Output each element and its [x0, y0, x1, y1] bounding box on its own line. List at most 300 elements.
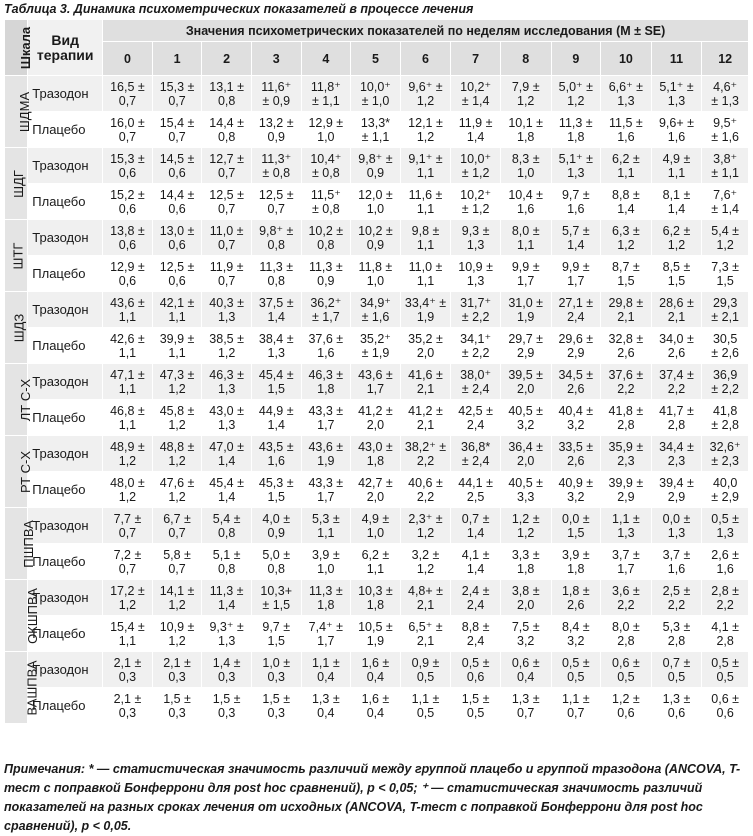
value-cell: 8,1 ± 1,4 [651, 184, 702, 220]
value-cell: 45,8 ± 1,2 [152, 400, 202, 436]
value-cell: 1,5 ± 0,3 [202, 688, 252, 724]
value-cell: 11,5 ± 1,6 [601, 112, 652, 148]
value-cell: 43,5 ± 1,6 [251, 436, 301, 472]
value-cell: 10,0⁺ ± 1,0 [351, 76, 401, 112]
value-cell: 46,3 ± 1,3 [202, 364, 252, 400]
value-cell: 6,5⁺ ± 2,1 [400, 616, 451, 652]
value-cell: 7,6⁺ ± 1,4 [702, 184, 749, 220]
value-cell: 10,4⁺ ± 0,8 [301, 148, 351, 184]
value-cell: 16,5 ± 0,7 [103, 76, 153, 112]
value-cell: 40,4 ± 3,2 [551, 400, 601, 436]
week-header: 1 [152, 42, 202, 76]
therapy-label: Тразодон [28, 76, 103, 112]
value-cell: 47,3 ± 1,2 [152, 364, 202, 400]
value-cell: 1,1 ± 0,7 [551, 688, 601, 724]
value-cell: 35,2⁺ ± 1,9 [351, 328, 401, 364]
value-cell: 45,4 ± 1,5 [251, 364, 301, 400]
therapy-label: Тразодон [28, 220, 103, 256]
value-cell: 5,1⁺ ± 1,3 [551, 148, 601, 184]
therapy-label: Тразодон [28, 364, 103, 400]
value-cell: 4,1 ± 1,4 [451, 544, 501, 580]
value-cell: 5,1 ± 0,8 [202, 544, 252, 580]
value-cell: 11,8 ± 1,0 [351, 256, 401, 292]
value-cell: 4,9 ± 1,0 [351, 508, 401, 544]
value-cell: 29,3 ± 2,1 [702, 292, 749, 328]
value-cell: 0,5 ± 0,6 [451, 652, 501, 688]
week-header: 4 [301, 42, 351, 76]
value-cell: 2,1 ± 0,3 [103, 652, 153, 688]
week-header: 12 [702, 42, 749, 76]
therapy-label: Тразодон [28, 148, 103, 184]
value-cell: 8,0 ± 2,8 [601, 616, 652, 652]
value-cell: 13,3* ± 1,1 [351, 112, 401, 148]
table-row [5, 256, 749, 292]
therapy-label: Тразодон [28, 652, 103, 688]
value-cell: 1,8 ± 2,6 [551, 580, 601, 616]
value-cell: 47,1 ± 1,1 [103, 364, 153, 400]
value-cell: 15,2 ± 0,6 [103, 184, 153, 220]
value-cell: 42,1 ± 1,1 [152, 292, 202, 328]
value-cell: 41,2 ± 2,1 [400, 400, 451, 436]
value-cell: 12,9 ± 0,6 [103, 256, 153, 292]
value-cell: 11,3 ± 1,8 [551, 112, 601, 148]
value-cell: 12,1 ± 1,2 [400, 112, 451, 148]
value-cell: 1,3 ± 0,6 [651, 688, 702, 724]
value-cell: 4,8+ ± 2,1 [400, 580, 451, 616]
table-row [5, 508, 749, 544]
table-row [5, 436, 749, 472]
value-cell: 11,0 ± 0,7 [202, 220, 252, 256]
value-cell: 1,2 ± 0,6 [601, 688, 652, 724]
table-notes: Примечания: * — статистическая значимость различий между группой плацебо и группой тразодона (ANCOVA, T-тест с поправкой Бонферрони для post hoc сравнений), p < 0,05; ⁺ — статистическая значимость различий показателей на разных сроках лечения от исходных (ANCOVA, T-тест с поправкой Бонферрони для post hoc сравнений), p < 0,05. [4, 762, 741, 833]
value-cell: 6,2 ± 1,1 [351, 544, 401, 580]
therapy-label: Плацебо [28, 256, 103, 292]
value-cell: 3,6 ± 2,2 [601, 580, 652, 616]
value-cell: 11,5⁺ ± 0,8 [301, 184, 351, 220]
value-cell: 2,4 ± 2,4 [451, 580, 501, 616]
value-cell: 43,3 ± 1,7 [301, 472, 351, 508]
value-cell: 1,1 ± 0,5 [400, 688, 451, 724]
value-cell: 29,6 ± 2,9 [551, 328, 601, 364]
value-cell: 17,2 ± 1,2 [103, 580, 153, 616]
value-cell: 13,2 ± 0,9 [251, 112, 301, 148]
value-cell: 7,9 ± 1,2 [500, 76, 551, 112]
week-header: 11 [651, 42, 702, 76]
value-cell: 10,2⁺ ± 1,4 [451, 76, 501, 112]
value-cell: 43,6 ± 1,9 [301, 436, 351, 472]
value-cell: 10,2 ± 0,9 [351, 220, 401, 256]
value-cell: 13,8 ± 0,6 [103, 220, 153, 256]
value-cell: 37,6 ± 2,2 [601, 364, 652, 400]
value-cell: 35,2 ± 2,0 [400, 328, 451, 364]
value-cell: 11,6⁺ ± 0,9 [251, 76, 301, 112]
week-header: 10 [601, 42, 652, 76]
value-cell: 1,6 ± 0,4 [351, 688, 401, 724]
value-cell: 10,5 ± 1,9 [351, 616, 401, 652]
value-cell: 39,5 ± 2,0 [500, 364, 551, 400]
scale-label: ЛТ С-Х [5, 364, 28, 436]
value-cell: 9,3⁺ ± 1,3 [202, 616, 252, 652]
table-row [5, 688, 749, 724]
value-cell: 29,8 ± 2,1 [601, 292, 652, 328]
scale-label: ПШПВА [5, 508, 28, 580]
value-cell: 36,2⁺ ± 1,7 [301, 292, 351, 328]
value-cell: 41,2 ± 2,0 [351, 400, 401, 436]
week-header: 5 [351, 42, 401, 76]
value-cell: 11,9 ± 1,4 [451, 112, 501, 148]
value-cell: 9,9 ± 1,7 [500, 256, 551, 292]
value-cell: 41,6 ± 2,1 [400, 364, 451, 400]
therapy-label: Плацебо [28, 328, 103, 364]
table-caption: Таблица 3. Динамика психометрических показателей в процессе лечения [4, 2, 474, 16]
value-cell: 10,3 ± 1,8 [351, 580, 401, 616]
table-row [5, 364, 749, 400]
value-cell: 43,3 ± 1,7 [301, 400, 351, 436]
value-cell: 37,5 ± 1,4 [251, 292, 301, 328]
table-row [5, 148, 749, 184]
value-cell: 2,1 ± 0,3 [152, 652, 202, 688]
value-cell: 47,6 ± 1,2 [152, 472, 202, 508]
value-cell: 38,4 ± 1,3 [251, 328, 301, 364]
value-cell: 14,5 ± 0,6 [152, 148, 202, 184]
value-cell: 2,8 ± 2,2 [702, 580, 749, 616]
table-row [5, 292, 749, 328]
value-cell: 14,4 ± 0,6 [152, 184, 202, 220]
value-cell: 1,1 ± 1,3 [601, 508, 652, 544]
table-row [5, 472, 749, 508]
value-cell: 9,3 ± 1,3 [451, 220, 501, 256]
value-cell: 8,8 ± 1,4 [601, 184, 652, 220]
value-cell: 6,2 ± 1,2 [651, 220, 702, 256]
value-cell: 10,0⁺ ± 1,2 [451, 148, 501, 184]
value-cell: 15,4 ± 0,7 [152, 112, 202, 148]
value-cell: 12,7 ± 0,7 [202, 148, 252, 184]
value-cell: 33,4⁺ ± 1,9 [400, 292, 451, 328]
value-cell: 6,7 ± 0,7 [152, 508, 202, 544]
value-cell: 10,4 ± 1,6 [500, 184, 551, 220]
value-cell: 11,0 ± 1,1 [400, 256, 451, 292]
value-cell: 5,3 ± 1,1 [301, 508, 351, 544]
value-cell: 13,1 ± 0,8 [202, 76, 252, 112]
value-cell: 5,0⁺ ± 1,2 [551, 76, 601, 112]
value-cell: 7,4⁺ ± 1,7 [301, 616, 351, 652]
value-cell: 0,9 ± 0,5 [400, 652, 451, 688]
value-cell: 42,6 ± 1,1 [103, 328, 153, 364]
value-cell: 0,7 ± 0,5 [651, 652, 702, 688]
value-cell: 3,8⁺ ± 1,1 [702, 148, 749, 184]
value-cell: 15,3 ± 0,6 [103, 148, 153, 184]
value-cell: 40,3 ± 1,3 [202, 292, 252, 328]
value-cell: 41,8 ± 2,8 [601, 400, 652, 436]
table-row [5, 616, 749, 652]
value-cell: 31,7⁺ ± 2,2 [451, 292, 501, 328]
table-row [5, 328, 749, 364]
value-cell: 0,6 ± 0,6 [702, 688, 749, 724]
value-cell: 45,4 ± 1,4 [202, 472, 252, 508]
value-cell: 9,9 ± 1,7 [551, 256, 601, 292]
value-cell: 5,1⁺ ± 1,3 [651, 76, 702, 112]
week-header: 0 [103, 42, 153, 76]
value-cell: 8,8 ± 2,4 [451, 616, 501, 652]
therapy-label: Плацебо [28, 688, 103, 724]
value-cell: 36,8* ± 2,4 [451, 436, 501, 472]
value-cell: 34,9⁺ ± 1,6 [351, 292, 401, 328]
value-cell: 1,3 ± 0,4 [301, 688, 351, 724]
table-row [5, 184, 749, 220]
value-cell: 38,5 ± 1,2 [202, 328, 252, 364]
value-cell: 0,6 ± 0,5 [601, 652, 652, 688]
table-row [5, 220, 749, 256]
value-cell: 36,9 ± 2,2 [702, 364, 749, 400]
value-cell: 12,5 ± 0,7 [251, 184, 301, 220]
week-header: 2 [202, 42, 252, 76]
value-cell: 4,0 ± 0,9 [251, 508, 301, 544]
week-header: 3 [251, 42, 301, 76]
weeks-header-row [5, 42, 749, 76]
value-cell: 9,6+ ± 1,6 [651, 112, 702, 148]
value-cell: 0,5 ± 0,5 [702, 652, 749, 688]
value-cell: 34,0 ± 2,6 [651, 328, 702, 364]
value-cell: 30,5 ± 2,6 [702, 328, 749, 364]
value-cell: 34,5 ± 2,6 [551, 364, 601, 400]
week-header: 9 [551, 42, 601, 76]
value-cell: 43,6 ± 1,1 [103, 292, 153, 328]
table-row [5, 544, 749, 580]
value-cell: 10,2 ± 0,8 [301, 220, 351, 256]
value-cell: 28,6 ± 2,1 [651, 292, 702, 328]
value-cell: 39,9 ± 2,9 [601, 472, 652, 508]
value-cell: 48,8 ± 1,2 [152, 436, 202, 472]
therapy-label: Плацебо [28, 400, 103, 436]
value-cell: 11,9 ± 0,7 [202, 256, 252, 292]
value-cell: 10,2⁺ ± 1,2 [451, 184, 501, 220]
scale-label: ШДМА [5, 76, 28, 148]
value-cell: 2,5 ± 2,2 [651, 580, 702, 616]
value-cell: 27,1 ± 2,4 [551, 292, 601, 328]
value-cell: 1,5 ± 0,3 [251, 688, 301, 724]
value-cell: 10,9 ± 1,2 [152, 616, 202, 652]
weeks-span-header: Значения психометрических показателей по неделям исследования (M ± SE) [103, 20, 749, 42]
value-cell: 9,8⁺ ± 0,8 [251, 220, 301, 256]
value-cell: 37,6 ± 1,6 [301, 328, 351, 364]
value-cell: 0,5 ± 0,5 [551, 652, 601, 688]
value-cell: 39,4 ± 2,9 [651, 472, 702, 508]
value-cell: 8,0 ± 1,1 [500, 220, 551, 256]
value-cell: 43,6 ± 1,7 [351, 364, 401, 400]
value-cell: 2,3⁺ ± 1,2 [400, 508, 451, 544]
scale-label: ВАШПВА [5, 652, 28, 724]
value-cell: 1,4 ± 0,3 [202, 652, 252, 688]
value-cell: 3,9 ± 1,0 [301, 544, 351, 580]
therapy-label: Тразодон [28, 436, 103, 472]
value-cell: 37,4 ± 2,2 [651, 364, 702, 400]
value-cell: 16,0 ± 0,7 [103, 112, 153, 148]
value-cell: 13,0 ± 0,6 [152, 220, 202, 256]
value-cell: 3,9 ± 1,8 [551, 544, 601, 580]
table-row [5, 652, 749, 688]
value-cell: 34,1⁺ ± 2,2 [451, 328, 501, 364]
psychometric-table [4, 19, 749, 724]
value-cell: 14,1 ± 1,2 [152, 580, 202, 616]
value-cell: 46,8 ± 1,1 [103, 400, 153, 436]
scale-label: РТ С-Х [5, 436, 28, 508]
value-cell: 6,2 ± 1,1 [601, 148, 652, 184]
value-cell: 9,7 ± 1,6 [551, 184, 601, 220]
scale-label: ШДЗ [5, 292, 28, 364]
value-cell: 43,0 ± 1,3 [202, 400, 252, 436]
value-cell: 8,3 ± 1,0 [500, 148, 551, 184]
value-cell: 38,2⁺ ± 2,2 [400, 436, 451, 472]
value-cell: 9,5⁺ ± 1,6 [702, 112, 749, 148]
value-cell: 2,1 ± 0,3 [103, 688, 153, 724]
value-cell: 5,4 ± 0,8 [202, 508, 252, 544]
value-cell: 6,6⁺ ± 1,3 [601, 76, 652, 112]
value-cell: 12,5 ± 0,6 [152, 256, 202, 292]
value-cell: 10,9 ± 1,3 [451, 256, 501, 292]
value-cell: 3,7 ± 1,6 [651, 544, 702, 580]
value-cell: 45,3 ± 1,5 [251, 472, 301, 508]
value-cell: 11,3 ± 0,9 [301, 256, 351, 292]
value-cell: 3,8 ± 2,0 [500, 580, 551, 616]
therapy-label: Плацебо [28, 472, 103, 508]
value-cell: 8,7 ± 1,5 [601, 256, 652, 292]
value-cell: 5,8 ± 0,7 [152, 544, 202, 580]
value-cell: 5,0 ± 0,8 [251, 544, 301, 580]
value-cell: 9,6⁺ ± 1,2 [400, 76, 451, 112]
value-cell: 3,2 ± 1,2 [400, 544, 451, 580]
value-cell: 1,2 ± 1,2 [500, 508, 551, 544]
value-cell: 9,7 ± 1,5 [251, 616, 301, 652]
value-cell: 12,9 ± 1,0 [301, 112, 351, 148]
value-cell: 9,8 ± 1,1 [400, 220, 451, 256]
table-row [5, 76, 749, 112]
value-cell: 41,8 ± 2,8 [702, 400, 749, 436]
value-cell: 15,4 ± 1,1 [103, 616, 153, 652]
value-cell: 1,6 ± 0,4 [351, 652, 401, 688]
value-cell: 43,0 ± 1,8 [351, 436, 401, 472]
value-cell: 42,7 ± 2,0 [351, 472, 401, 508]
value-cell: 40,0 ± 2,9 [702, 472, 749, 508]
value-cell: 38,0⁺ ± 2,4 [451, 364, 501, 400]
value-cell: 7,5 ± 3,2 [500, 616, 551, 652]
value-cell: 46,3 ± 1,8 [301, 364, 351, 400]
value-cell: 4,1 ± 2,8 [702, 616, 749, 652]
value-cell: 2,6 ± 1,6 [702, 544, 749, 580]
value-cell: 15,3 ± 0,7 [152, 76, 202, 112]
therapy-label: Плацебо [28, 616, 103, 652]
value-cell: 6,3 ± 1,2 [601, 220, 652, 256]
value-cell: 10,3+ ± 1,5 [251, 580, 301, 616]
value-cell: 11,3 ± 0,8 [251, 256, 301, 292]
value-cell: 4,6⁺ ± 1,3 [702, 76, 749, 112]
value-cell: 33,5 ± 2,6 [551, 436, 601, 472]
scale-header: Шкала [5, 20, 28, 76]
value-cell: 12,0 ± 1,0 [351, 184, 401, 220]
value-cell: 31,0 ± 1,9 [500, 292, 551, 328]
value-cell: 41,7 ± 2,8 [651, 400, 702, 436]
value-cell: 7,2 ± 0,7 [103, 544, 153, 580]
scale-label: ШТГ [5, 220, 28, 292]
value-cell: 1,0 ± 0,3 [251, 652, 301, 688]
value-cell: 9,1⁺ ± 1,1 [400, 148, 451, 184]
table-row [5, 112, 749, 148]
value-cell: 5,3 ± 2,8 [651, 616, 702, 652]
value-cell: 0,7 ± 1,4 [451, 508, 501, 544]
therapy-header: Вид терапии [28, 20, 103, 76]
value-cell: 11,3 ± 1,4 [202, 580, 252, 616]
value-cell: 40,5 ± 3,3 [500, 472, 551, 508]
therapy-label: Тразодон [28, 580, 103, 616]
value-cell: 4,9 ± 1,1 [651, 148, 702, 184]
value-cell: 5,7 ± 1,4 [551, 220, 601, 256]
value-cell: 8,4 ± 3,2 [551, 616, 601, 652]
table-row [5, 400, 749, 436]
value-cell: 36,4 ± 2,0 [500, 436, 551, 472]
week-header: 7 [451, 42, 501, 76]
week-header: 6 [400, 42, 451, 76]
value-cell: 0,5 ± 1,3 [702, 508, 749, 544]
value-cell: 0,6 ± 0,4 [500, 652, 551, 688]
value-cell: 11,3⁺ ± 0,8 [251, 148, 301, 184]
value-cell: 11,3 ± 1,8 [301, 580, 351, 616]
value-cell: 7,3 ± 1,5 [702, 256, 749, 292]
value-cell: 40,5 ± 3,2 [500, 400, 551, 436]
value-cell: 11,8⁺ ± 1,1 [301, 76, 351, 112]
value-cell: 5,4 ± 1,2 [702, 220, 749, 256]
value-cell: 11,6 ± 1,1 [400, 184, 451, 220]
value-cell: 32,6⁺ ± 2,3 [702, 436, 749, 472]
value-cell: 7,7 ± 0,7 [103, 508, 153, 544]
value-cell: 48,0 ± 1,2 [103, 472, 153, 508]
scale-label: ОКШПВА [5, 580, 28, 652]
value-cell: 34,4 ± 2,3 [651, 436, 702, 472]
therapy-label: Тразодон [28, 508, 103, 544]
value-cell: 9,8⁺ ± 0,9 [351, 148, 401, 184]
value-cell: 0,0 ± 1,5 [551, 508, 601, 544]
value-cell: 3,3 ± 1,8 [500, 544, 551, 580]
therapy-label: Плацебо [28, 544, 103, 580]
header-row [5, 20, 749, 42]
value-cell: 48,9 ± 1,2 [103, 436, 153, 472]
value-cell: 39,9 ± 1,1 [152, 328, 202, 364]
value-cell: 32,8 ± 2,6 [601, 328, 652, 364]
value-cell: 35,9 ± 2,3 [601, 436, 652, 472]
value-cell: 10,1 ± 1,8 [500, 112, 551, 148]
value-cell: 44,1 ± 2,5 [451, 472, 501, 508]
therapy-label: Плацебо [28, 184, 103, 220]
value-cell: 3,7 ± 1,7 [601, 544, 652, 580]
therapy-label: Тразодон [28, 292, 103, 328]
value-cell: 8,5 ± 1,5 [651, 256, 702, 292]
value-cell: 40,6 ± 2,2 [400, 472, 451, 508]
value-cell: 1,5 ± 0,3 [152, 688, 202, 724]
value-cell: 40,9 ± 3,2 [551, 472, 601, 508]
value-cell: 29,7 ± 2,9 [500, 328, 551, 364]
week-header: 8 [500, 42, 551, 76]
scale-label: ШДГ [5, 148, 28, 220]
value-cell: 1,5 ± 0,5 [451, 688, 501, 724]
value-cell: 44,9 ± 1,4 [251, 400, 301, 436]
value-cell: 42,5 ± 2,4 [451, 400, 501, 436]
value-cell: 47,0 ± 1,4 [202, 436, 252, 472]
value-cell: 12,5 ± 0,7 [202, 184, 252, 220]
table-row [5, 580, 749, 616]
value-cell: 0,0 ± 1,3 [651, 508, 702, 544]
value-cell: 1,1 ± 0,4 [301, 652, 351, 688]
value-cell: 1,3 ± 0,7 [500, 688, 551, 724]
therapy-label: Плацебо [28, 112, 103, 148]
value-cell: 14,4 ± 0,8 [202, 112, 252, 148]
